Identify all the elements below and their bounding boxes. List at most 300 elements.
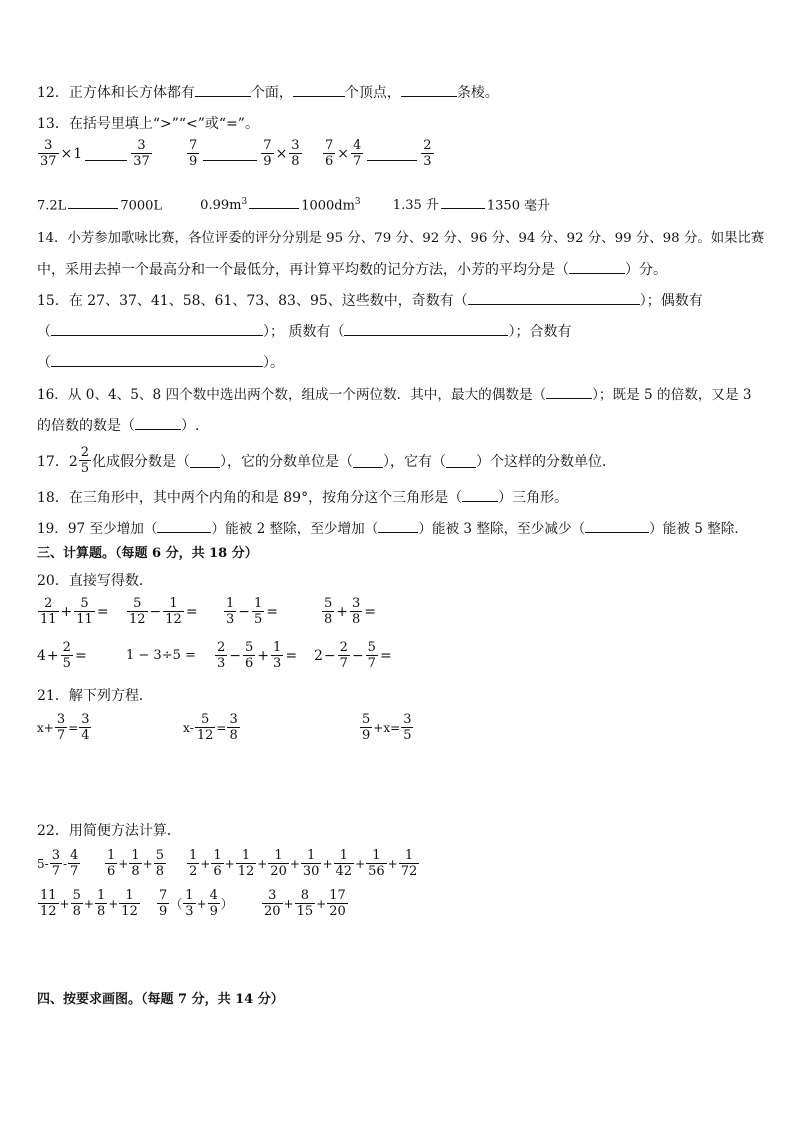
answer-blank[interactable]	[293, 82, 345, 97]
fraction	[163, 596, 184, 627]
fraction	[289, 138, 301, 169]
denominator: 8	[291, 154, 300, 169]
text: 1.35 升	[392, 198, 439, 214]
denominator: 11	[40, 612, 57, 627]
denominator: 9	[159, 904, 168, 919]
denominator: 5	[80, 461, 90, 476]
numerator: 2	[62, 640, 71, 655]
denominator: 12	[121, 904, 138, 919]
denominator: 37	[40, 154, 57, 169]
numerator: 17	[329, 888, 346, 903]
question-17	[37, 445, 616, 476]
denominator: 12	[40, 904, 57, 919]
fraction	[399, 848, 420, 879]
text: +	[336, 603, 349, 620]
text: +	[108, 896, 119, 911]
fraction	[351, 138, 363, 169]
question-15-line1	[37, 290, 703, 311]
q12-text: 条棱。	[456, 85, 499, 101]
numerator: 5	[200, 712, 210, 727]
denominator: 42	[335, 864, 353, 879]
text: （	[37, 355, 51, 371]
denominator: 4	[81, 728, 90, 743]
denominator: 7	[339, 656, 348, 671]
numerator: 1	[226, 596, 235, 611]
text: −	[238, 603, 251, 620]
fraction	[71, 888, 83, 919]
denominator: 7	[56, 728, 66, 743]
q22-expr-2	[104, 848, 167, 879]
numerator: 5	[362, 712, 371, 727]
question-12	[37, 82, 499, 103]
question-21-title: 21．解下列方程．	[37, 688, 153, 704]
q21-equation-1	[37, 712, 92, 743]
denominator: 20	[329, 904, 346, 919]
numerator: 1	[213, 848, 222, 863]
denominator: 5	[254, 612, 263, 627]
fraction	[38, 138, 59, 169]
numerator: 1	[169, 596, 178, 611]
text: 7.2L	[37, 198, 67, 214]
numerator: 3	[403, 712, 412, 727]
question-19	[37, 518, 748, 539]
fraction	[360, 712, 372, 743]
numerator: 1	[372, 848, 381, 863]
numerator: 3	[44, 138, 53, 153]
text: ）个这样的分数单位．	[476, 453, 617, 470]
fraction	[187, 848, 199, 879]
text: +	[118, 856, 129, 871]
denominator: 8	[324, 612, 333, 627]
denominator: 12	[237, 864, 255, 879]
text: x	[37, 720, 44, 735]
text: −	[351, 647, 364, 664]
q13-compare-2	[186, 138, 303, 169]
text: 1000dm	[301, 198, 355, 214]
question-14-line1: 14．小芳参加歌咏比赛，各位评委的评分分别是 95 分、79 分、92 分、96 分、94 分、92 分、99 分、98 分。如果比赛	[37, 231, 765, 246]
question-16-line1	[37, 384, 752, 405]
text: =	[364, 603, 377, 620]
text: +	[257, 856, 268, 871]
text: 的倍数的数是（	[37, 418, 135, 434]
denominator: 3	[423, 154, 432, 169]
text: +	[257, 647, 270, 664]
fraction	[61, 640, 73, 671]
denominator: 20	[264, 904, 281, 919]
fraction	[74, 596, 95, 627]
answer-blank[interactable]	[195, 82, 251, 97]
q20-expr-4	[321, 596, 377, 627]
text: ）	[220, 897, 233, 911]
text: +	[224, 856, 235, 871]
numerator: 3	[229, 712, 238, 727]
fraction	[154, 848, 166, 879]
fraction	[131, 138, 152, 169]
fraction	[215, 640, 227, 671]
q20-expr-3	[223, 596, 279, 627]
text: +	[322, 856, 333, 871]
fraction	[421, 138, 433, 169]
numerator: 5	[72, 888, 81, 903]
numerator: 3	[137, 138, 146, 153]
numerator: 3	[291, 138, 300, 153]
fraction	[323, 138, 335, 169]
text: 中，采用去掉一个最高分和一个最低分，再计算平均数的记分方法，小芳的平均分是（	[37, 262, 569, 278]
text: -	[189, 720, 194, 735]
text: =	[285, 647, 298, 664]
denominator: 8	[96, 904, 106, 919]
q22-expr-1	[37, 848, 81, 879]
q22-expr-5	[156, 888, 233, 919]
numerator: 5	[80, 596, 89, 611]
text: =	[379, 647, 392, 664]
text: ×	[60, 145, 73, 162]
text: 0.99m	[200, 198, 242, 214]
answer-blank[interactable]	[367, 146, 417, 161]
text: ）； 质数有（	[263, 324, 345, 340]
q20-expr-1	[37, 596, 110, 627]
fraction	[127, 596, 148, 627]
denominator: 7	[367, 656, 376, 671]
numerator: 2	[44, 596, 53, 611]
denominator: 7	[353, 154, 362, 169]
denominator: 7	[70, 864, 79, 879]
fraction	[68, 848, 80, 879]
fraction	[327, 888, 348, 919]
denominator: 72	[400, 864, 418, 879]
numerator: 2	[339, 640, 348, 655]
denominator: 7	[51, 864, 60, 879]
text: +	[289, 856, 300, 871]
numerator: 1	[189, 848, 198, 863]
answer-blank[interactable]	[462, 487, 498, 502]
text: -	[44, 856, 49, 871]
fraction	[195, 712, 216, 743]
fraction	[243, 640, 255, 671]
denominator: 37	[133, 154, 150, 169]
text: +	[387, 856, 398, 871]
numerator: 7	[189, 138, 198, 153]
q20-expr-2	[126, 596, 199, 627]
fraction	[227, 712, 239, 743]
answer-blank[interactable]	[190, 453, 220, 468]
numerator: 1	[273, 640, 282, 655]
q20-expr-5	[37, 640, 88, 671]
text: +	[59, 896, 70, 911]
text: 2	[314, 647, 323, 664]
text: ×	[337, 145, 350, 162]
text: 5	[37, 856, 45, 871]
denominator: 11	[76, 612, 93, 627]
fraction	[119, 888, 140, 919]
numerator: 7	[325, 138, 334, 153]
answer-blank[interactable]	[446, 453, 476, 468]
text: ）能被 5 整除．	[649, 521, 748, 537]
answer-blank[interactable]	[344, 321, 508, 336]
answer-blank[interactable]	[378, 518, 418, 533]
text: 1	[73, 145, 83, 162]
q13-compare-3	[322, 138, 435, 169]
numerator: 1	[107, 848, 116, 863]
denominator: 15	[296, 904, 314, 919]
numerator: 5	[245, 640, 254, 655]
answer-blank[interactable]	[401, 82, 457, 97]
text: ），它有（	[383, 453, 447, 470]
numerator: 2	[80, 445, 90, 460]
text: =	[266, 603, 279, 620]
denominator: 9	[362, 728, 371, 743]
answer-blank[interactable]	[468, 290, 640, 305]
q22-expr-6	[261, 888, 349, 919]
answer-blank[interactable]	[135, 415, 181, 430]
section-4-heading: 四、按要求画图。（每题 7 分，共 14 分）	[37, 992, 284, 1007]
text: 1350 毫升	[486, 198, 551, 214]
text: =	[68, 720, 79, 735]
numerator: 3	[81, 712, 90, 727]
numerator: 4	[353, 138, 362, 153]
fraction	[334, 848, 355, 879]
text: +	[283, 896, 294, 911]
text: x	[383, 720, 391, 735]
fraction	[252, 596, 264, 627]
answer-blank[interactable]	[441, 194, 485, 209]
answer-blank[interactable]	[85, 146, 127, 161]
numerator: 4	[70, 848, 79, 863]
fraction	[301, 848, 322, 879]
fraction	[129, 848, 141, 879]
denominator: 6	[325, 154, 334, 169]
numerator: 8	[300, 888, 310, 903]
text: 4	[37, 647, 46, 664]
fraction	[79, 445, 91, 476]
fraction	[338, 640, 350, 671]
text: 7000L	[120, 198, 163, 214]
fraction	[38, 596, 59, 627]
answer-blank[interactable]	[157, 518, 211, 533]
fraction	[224, 596, 236, 627]
text: ）三角形。	[498, 490, 569, 506]
denominator: 6	[107, 864, 116, 879]
denominator: 12	[165, 612, 182, 627]
q21-equation-2	[183, 712, 241, 743]
q20-expr-7	[214, 640, 298, 671]
numerator: 5	[324, 596, 333, 611]
numerator: 1	[96, 888, 106, 903]
fraction	[261, 138, 273, 169]
answer-blank[interactable]	[51, 352, 263, 367]
text: ）；偶数有	[639, 293, 703, 309]
fraction	[38, 888, 59, 919]
q13-compare-1	[37, 138, 153, 169]
answer-blank[interactable]	[51, 321, 263, 336]
numerator: 7	[263, 138, 272, 153]
text: （	[170, 897, 183, 911]
text: 化成假分数是（	[92, 453, 191, 470]
question-15-line3	[37, 352, 284, 373]
text: +	[46, 647, 59, 664]
numerator: 1	[307, 848, 316, 863]
text: 15．在 27、37、41、58、61、73、83、95、这些数中，奇数有（	[37, 293, 468, 309]
denominator: 5	[403, 728, 412, 743]
text: 16．从 0、4、5、8 四个数中选出两个数，组成一个两位数．其中，最大的偶数是（	[37, 387, 547, 403]
numerator: 7	[159, 888, 168, 903]
text: 17．2	[37, 453, 78, 470]
numerator: 3	[268, 888, 277, 903]
text: +	[43, 720, 54, 735]
numerator: 5	[133, 596, 142, 611]
text: ）。	[263, 355, 284, 371]
fraction	[366, 848, 387, 879]
question-15-line2	[37, 321, 571, 342]
text: +	[316, 896, 327, 911]
fraction	[366, 640, 378, 671]
numerator: 1	[339, 848, 348, 863]
fraction	[50, 848, 62, 879]
question-18	[37, 487, 568, 508]
numerator: 1	[241, 848, 251, 863]
text: =	[390, 720, 401, 735]
numerator: 1	[254, 596, 263, 611]
denominator: 3	[226, 612, 235, 627]
numerator: 1	[185, 888, 194, 903]
fraction	[295, 888, 316, 919]
fraction	[236, 848, 257, 879]
denominator: 12	[196, 728, 214, 743]
denominator: 3	[185, 904, 194, 919]
denominator: 3	[273, 656, 282, 671]
question-20-title: 20．直接写得数．	[37, 573, 153, 589]
q22-expr-3	[186, 848, 420, 879]
fraction	[95, 888, 107, 919]
text: （	[37, 324, 51, 340]
denominator: 6	[213, 864, 222, 879]
fraction	[79, 712, 91, 743]
fraction	[268, 848, 289, 879]
fraction	[208, 888, 220, 919]
text: −	[323, 647, 336, 664]
numerator: 2	[217, 640, 226, 655]
denominator: 12	[129, 612, 146, 627]
fraction	[271, 640, 283, 671]
text: -	[62, 856, 68, 871]
question-14-line2	[37, 259, 667, 280]
fraction	[401, 712, 413, 743]
question-13-title: 13．在括号里填上“>”“<”或“=”。	[37, 116, 259, 132]
text: =	[185, 603, 198, 620]
text: +	[200, 856, 211, 871]
text: +	[83, 896, 94, 911]
denominator: 9	[263, 154, 272, 169]
superscript: 3	[354, 197, 361, 207]
numerator: 1	[125, 888, 134, 903]
answer-blank[interactable]	[585, 518, 649, 533]
denominator: 6	[245, 656, 254, 671]
q20-expr-8	[314, 640, 393, 671]
denominator: 3	[217, 656, 226, 671]
numerator: 5	[155, 848, 164, 863]
q21-equation-3	[359, 712, 414, 743]
denominator: 56	[368, 864, 385, 879]
answer-blank[interactable]	[68, 194, 118, 209]
text: ），它的分数单位是（	[220, 453, 354, 470]
fraction	[262, 888, 283, 919]
text: −	[149, 603, 162, 620]
answer-blank[interactable]	[546, 384, 592, 399]
numerator: 11	[40, 888, 57, 903]
q12-text: 12．正方体和长方体都有	[37, 85, 195, 101]
text: ）能被 3 整除，至少减少（	[418, 521, 586, 537]
text: −	[229, 647, 242, 664]
denominator: 9	[189, 154, 198, 169]
q12-text: 个顶点，	[344, 85, 401, 101]
denominator: 5	[62, 656, 71, 671]
numerator: 3	[51, 848, 60, 863]
fraction	[55, 712, 67, 743]
denominator: 8	[72, 904, 81, 919]
section-3-heading: 三、计算题。（每题 6 分，共 18 分）	[37, 546, 258, 561]
numerator: 5	[367, 640, 376, 655]
text: +	[196, 896, 207, 911]
superscript: 3	[241, 197, 248, 207]
text: 18．在三角形中，其中两个内角的和是 89°，按角分这个三角形是（	[37, 490, 463, 506]
q20-expr-6: 1 − 3÷5 =	[126, 648, 196, 663]
text: +	[60, 603, 73, 620]
denominator: 20	[270, 864, 287, 879]
denominator: 8	[155, 864, 164, 879]
numerator: 2	[423, 138, 432, 153]
text: +	[142, 856, 153, 871]
numerator: 1	[131, 848, 140, 863]
denominator: 8	[352, 612, 361, 627]
answer-blank[interactable]	[203, 146, 257, 161]
text: ×	[275, 145, 288, 162]
numerator: 3	[352, 596, 361, 611]
question-22-title: 22．用简便方法计算．	[37, 823, 181, 839]
denominator: 2	[189, 864, 198, 879]
text: =	[74, 647, 87, 664]
q12-text: 个面，	[250, 85, 293, 101]
text: =	[96, 603, 109, 620]
text: ）能被 2 整除，至少增加（	[211, 521, 379, 537]
text: ）.	[181, 418, 200, 434]
denominator: 30	[302, 864, 320, 879]
answer-blank[interactable]	[249, 194, 299, 209]
denominator: 8	[131, 864, 140, 879]
answer-blank[interactable]	[569, 259, 625, 274]
text: x	[183, 720, 190, 735]
numerator: 4	[209, 888, 218, 903]
fraction	[183, 888, 195, 919]
fraction	[157, 888, 169, 919]
text: =	[216, 720, 227, 735]
answer-blank[interactable]	[353, 453, 383, 468]
question-16-line2	[37, 415, 199, 436]
text: ）分。	[625, 262, 667, 278]
denominator: 9	[209, 904, 218, 919]
fraction	[105, 848, 117, 879]
fraction	[187, 138, 199, 169]
q22-expr-4	[37, 888, 141, 919]
numerator: 3	[56, 712, 66, 727]
fraction	[322, 596, 334, 627]
text: ）；既是 5 的倍数，又是 3	[592, 387, 752, 403]
fraction	[211, 848, 223, 879]
numerator: 1	[274, 848, 283, 863]
fraction	[350, 596, 362, 627]
numerator: 1	[404, 848, 414, 863]
text: +	[373, 720, 384, 735]
q13-compare-row2	[37, 192, 550, 216]
